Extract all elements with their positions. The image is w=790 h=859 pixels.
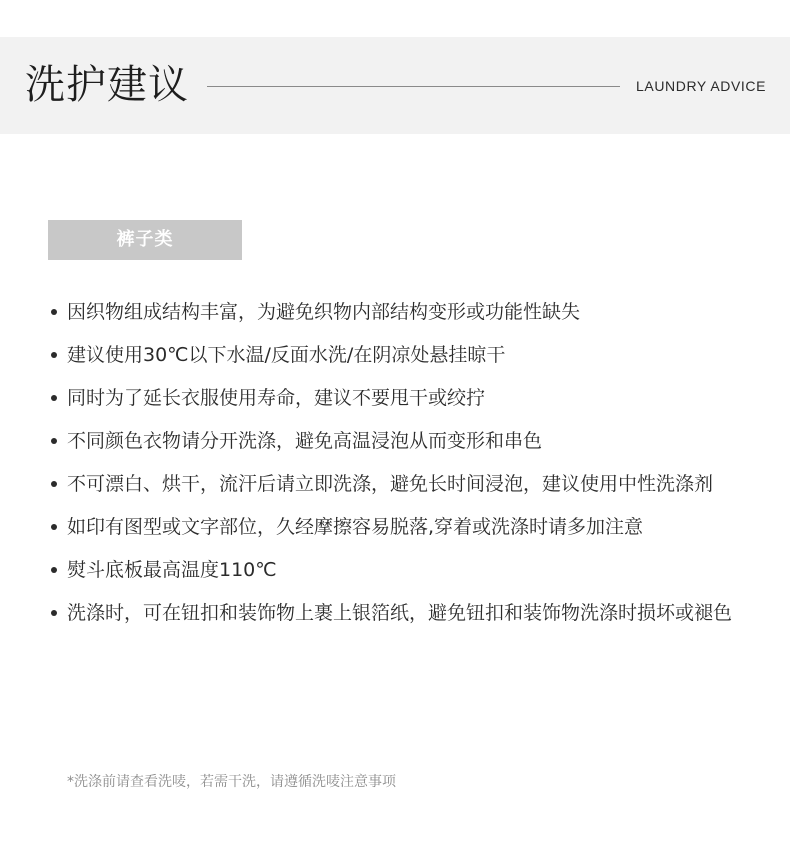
advice-item <box>48 334 748 377</box>
page-subtitle-en: LAUNDRY ADVICE <box>636 78 767 94</box>
page-title: 洗护建议 <box>25 62 189 108</box>
bullet-dot-icon <box>51 395 57 401</box>
advice-item <box>48 506 748 549</box>
advice-item <box>48 377 748 420</box>
bullet-dot-icon <box>51 610 57 616</box>
advice-list <box>48 291 748 635</box>
advice-text: 建议使用30℃以下水温/反面水洗/在阴凉处悬挂晾干 <box>67 344 506 366</box>
bullet-dot-icon <box>51 309 57 315</box>
advice-text: 同时为了延长衣服使用寿命，建议不要甩干或绞拧 <box>67 387 486 409</box>
advice-text: 熨斗底板最高温度110℃ <box>67 559 277 581</box>
bullet-dot-icon <box>51 567 57 573</box>
advice-item <box>48 592 748 635</box>
advice-text: 因织物组成结构丰富，为避免织物内部结构变形或功能性缺失 <box>67 301 581 323</box>
bullet-dot-icon <box>51 438 57 444</box>
footnote: *洗涤前请查看洗唛，若需干洗，请遵循洗唛注意事项 <box>67 774 396 790</box>
advice-text: 不可漂白、烘干，流汗后请立即洗涤，避免长时间浸泡，建议使用中性洗涤剂 <box>67 473 714 495</box>
advice-text: 如印有图型或文字部位，久经摩擦容易脱落,穿着或洗涤时请多加注意 <box>67 516 644 538</box>
bullet-dot-icon <box>51 524 57 530</box>
advice-item <box>48 420 748 463</box>
bullet-dot-icon <box>51 352 57 358</box>
advice-item <box>48 463 748 506</box>
title-divider <box>207 86 620 87</box>
advice-item <box>48 291 748 334</box>
category-badge: 裤子类 <box>48 220 242 260</box>
bullet-dot-icon <box>51 481 57 487</box>
advice-text: 洗涤时，可在钮扣和装饰物上裹上银箔纸，避免钮扣和装饰物洗涤时损坏或褪色 <box>67 602 733 624</box>
advice-item <box>48 549 748 592</box>
advice-text: 不同颜色衣物请分开洗涤，避免高温浸泡从而变形和串色 <box>67 430 543 452</box>
